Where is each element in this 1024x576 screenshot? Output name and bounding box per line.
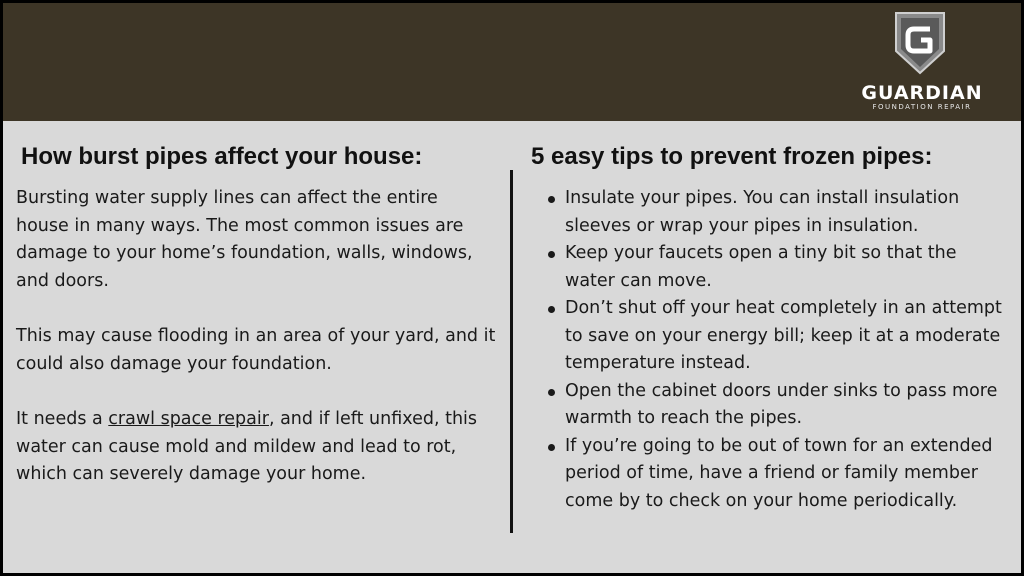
tip-text: Don’t shut off your heat completely in an attempt to save on your energy bill; keep it at a moderate temperature instead. — [565, 298, 1002, 373]
g-shield-logo-icon — [892, 11, 948, 75]
bullet-icon — [548, 389, 555, 396]
brand-tagline: FOUNDATION REPAIR — [872, 103, 972, 111]
content-panel — [3, 121, 1021, 573]
column-divider — [510, 170, 513, 533]
tip-text: Open the cabinet doors under sinks to pass more warmth to reach the pipes. — [565, 380, 998, 428]
list-item — [546, 433, 1006, 516]
paragraph-3-text-end: , and if left unfixed, this water can cause mold and mildew and lead to rot, which can severely damage your home. — [16, 409, 478, 484]
list-item — [546, 185, 1006, 240]
bullet-icon — [548, 196, 555, 203]
left-paragraph-1: Bursting water supply lines can affect the entire house in many ways. The most common issues are damage to your home’s foundation, walls, windows, and doors. — [16, 188, 473, 291]
bullet-icon — [548, 444, 555, 451]
tip-text: Keep your faucets open a tiny bit so that the water can move. — [565, 243, 957, 291]
brand-name: GUARDIAN — [861, 82, 983, 104]
tip-text: If you’re going to be out of town for an extended period of time, have a friend or family member come by to check on your home periodically. — [565, 435, 993, 511]
left-paragraph-3 — [16, 406, 496, 489]
list-item — [546, 295, 1006, 378]
left-paragraph-2: This may cause flooding in an area of your yard, and it could also damage your foundation. — [16, 326, 496, 374]
crawl-space-repair-link[interactable]: crawl space repair — [108, 409, 269, 429]
tip-text: Insulate your pipes. You can install insulation sleeves or wrap your pipes in insulation. — [565, 188, 960, 236]
paragraph-3-text-start: It needs a — [16, 409, 109, 429]
list-item — [546, 378, 1006, 433]
guardian-logo — [839, 9, 1005, 113]
bullet-icon — [548, 251, 555, 258]
tips-list — [546, 185, 1006, 515]
right-heading: 5 easy tips to prevent frozen pipes: — [531, 143, 933, 170]
bullet-icon — [548, 306, 555, 313]
left-heading: How burst pipes affect your house: — [21, 143, 423, 170]
header-bar — [3, 3, 1021, 121]
list-item — [546, 240, 1006, 295]
